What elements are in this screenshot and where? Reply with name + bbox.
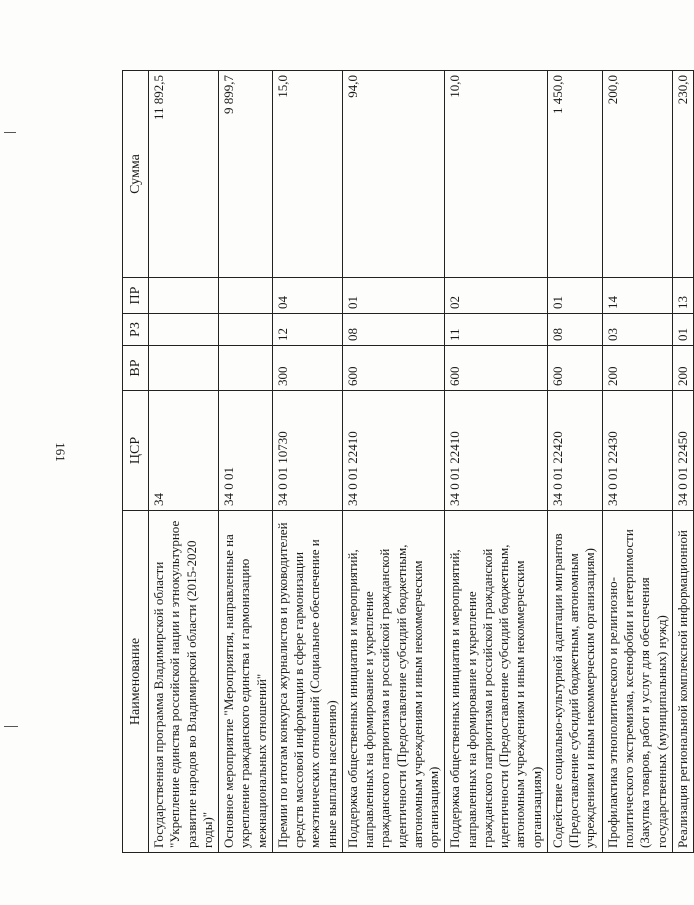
row-pr xyxy=(219,278,273,314)
row-name: Поддержка общественных инициатив и мероприятий, направленных на формирование и укрепление гражданского патриотизма и российской гражданской идентичности (Предоставление субсидий бюджетным, автономным учреждениям и иным некоммерческим организациям) xyxy=(445,511,548,853)
scan-mark xyxy=(4,132,16,133)
row-name: Реализация региональной комплексной информационной xyxy=(672,511,693,853)
row-rz: 12 xyxy=(272,314,342,346)
row-pr: 02 xyxy=(445,278,548,314)
header-rz: РЗ xyxy=(123,314,149,346)
row-name: Государственная программа Владимирской области "Укрепление единства российской нации и этнокультурное развитие народов во Владимирской области (2015-2020 годы)" xyxy=(149,511,219,853)
row-name: Профилактика этнополитического и религиозно-политического экстремизма, ксенофобии и нетерпимости (Закупка товаров, работ и услуг для обеспечения государственных (муниципальных) нужд) xyxy=(602,511,672,853)
row-csr: 34 xyxy=(149,391,219,511)
table-row xyxy=(547,71,602,853)
row-vr: 200 xyxy=(672,346,693,391)
table-row xyxy=(602,71,672,853)
row-csr: 34 0 01 22430 xyxy=(602,391,672,511)
row-rz: 08 xyxy=(547,314,602,346)
page-number: 161 xyxy=(53,442,68,462)
header-vr: ВР xyxy=(123,346,149,391)
table-row xyxy=(272,71,342,853)
row-rz: 11 xyxy=(445,314,548,346)
row-vr: 600 xyxy=(547,346,602,391)
row-name: Премии по итогам конкурса журналистов и руководителей средств массовой информации в сфере гармонизации межэтнических отношений (Социальное обеспечение и иные выплаты населению) xyxy=(272,511,342,853)
row-csr: 34 0 01 22420 xyxy=(547,391,602,511)
row-name: Содействие социально-культурной адаптации мигрантов (Предоставление субсидий бюджетным, автономным учреждениям и иным некоммерческим организациям) xyxy=(547,511,602,853)
row-vr xyxy=(219,346,273,391)
row-sum: 11 892,5 xyxy=(149,71,219,278)
row-csr: 34 0 01 xyxy=(219,391,273,511)
row-sum: 15,0 xyxy=(272,71,342,278)
row-rz: 08 xyxy=(342,314,445,346)
header-pr: ПР xyxy=(123,278,149,314)
row-csr: 34 0 01 22450 xyxy=(672,391,693,511)
row-vr: 600 xyxy=(445,346,548,391)
row-pr xyxy=(149,278,219,314)
row-sum: 94,0 xyxy=(342,71,445,278)
row-csr: 34 0 01 22410 xyxy=(342,391,445,511)
row-sum: 9 899,7 xyxy=(219,71,273,278)
row-sum: 200,0 xyxy=(602,71,672,278)
row-pr: 13 xyxy=(672,278,693,314)
table-row xyxy=(219,71,273,853)
row-vr: 200 xyxy=(602,346,672,391)
row-rz xyxy=(219,314,273,346)
row-csr: 34 0 01 10730 xyxy=(272,391,342,511)
table-row xyxy=(445,71,548,853)
header-csr: ЦСР xyxy=(123,391,149,511)
row-sum: 10,0 xyxy=(445,71,548,278)
scan-mark xyxy=(4,726,18,727)
budget-table xyxy=(122,70,694,853)
row-sum: 230,0 xyxy=(672,71,693,278)
table-header-row xyxy=(123,71,149,853)
row-pr: 01 xyxy=(342,278,445,314)
table-row xyxy=(672,71,693,853)
row-rz: 01 xyxy=(672,314,693,346)
header-name: Наименование xyxy=(123,511,149,853)
row-vr: 600 xyxy=(342,346,445,391)
row-csr: 34 0 01 22410 xyxy=(445,391,548,511)
row-vr xyxy=(149,346,219,391)
table-row xyxy=(342,71,445,853)
row-rz xyxy=(149,314,219,346)
row-sum: 1 450,0 xyxy=(547,71,602,278)
row-vr: 300 xyxy=(272,346,342,391)
table-row xyxy=(149,71,219,853)
row-pr: 14 xyxy=(602,278,672,314)
row-pr: 01 xyxy=(547,278,602,314)
row-name: Поддержка общественных инициатив и мероприятий, направленных на формирование и укрепление гражданского патриотизма и российской гражданской идентичности (Предоставление субсидий бюджетным, автономным учреждениям и иным некоммерческим организациям) xyxy=(342,511,445,853)
row-name: Основное мероприятие "Мероприятия, направленные на укрепление гражданского единства и гармонизацию межнациональных отношений" xyxy=(219,511,273,853)
rotated-table-container xyxy=(122,71,690,853)
row-pr: 04 xyxy=(272,278,342,314)
header-sum: Сумма xyxy=(123,71,149,278)
row-rz: 03 xyxy=(602,314,672,346)
